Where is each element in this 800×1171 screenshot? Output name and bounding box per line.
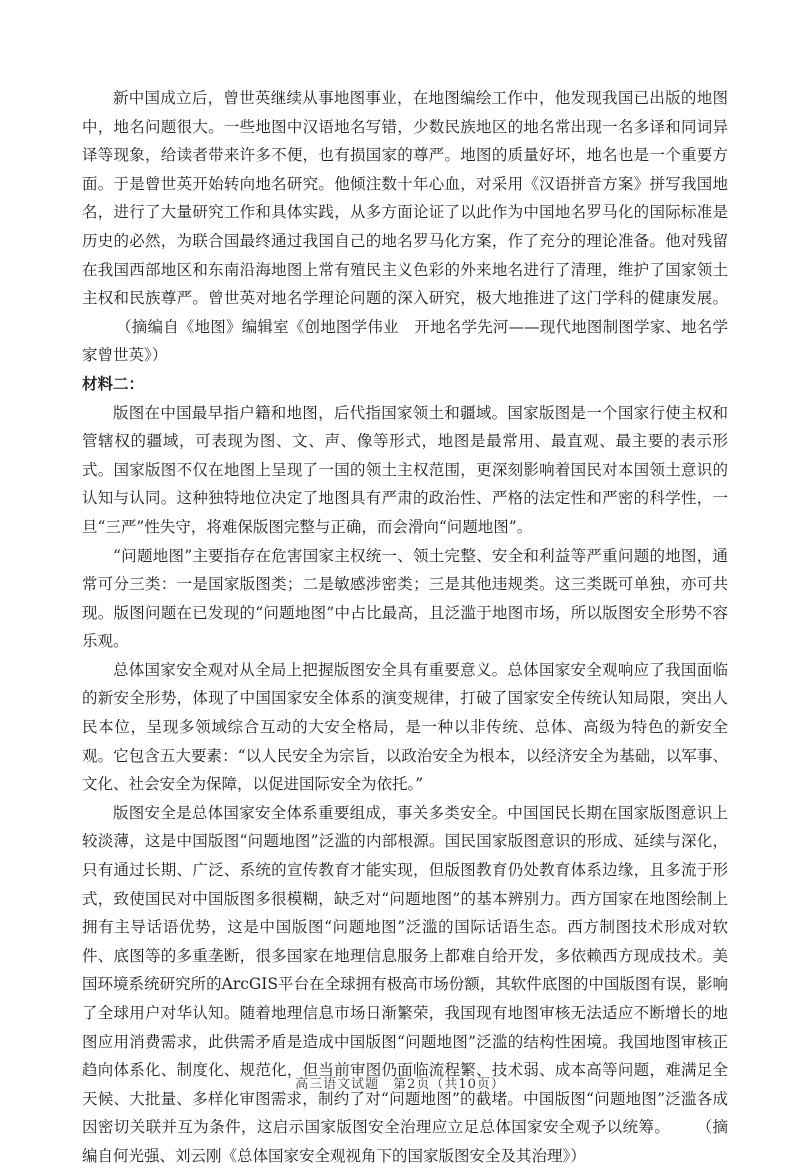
page-footer: 高三语文试题 第2页（共10页）: [295, 1077, 505, 1092]
material1-source: （摘编自《地图》编辑室《创地图学伟业 开地名学先河——现代地图制图学家、地名学家曾世英》）: [82, 317, 728, 365]
material2-paragraph-4-text: 版图安全是总体国家安全体系重要组成，事关多类安全。中国国民长期在国家版图意识上较淡薄，这是中国版图“问题地图”泛滥的内部根源。国民国家版图意识的形成、延续与深化，只有通过长期、广泛、系统的宣传教育才能实现，但版图教育仍处教育体系边缘，且多流于形式，致使国民对中国版图多很模糊，缺乏对“问题地图”的基本辨别力。西方国家在地图绘制上拥有主导话语优势，这是中国版图“问题地图”泛滥的国际话语生态。西方制图技术形成对软件、底图等的多重垄断，很多国家在地理信息服务上都难自给开发，多依赖西方现成技术。美国环境系统研究所的ArcGIS平台在全球拥有极高市场份额，其软件底图的中国版图有误，影响了全球用户对华认知。随着地理信息市场日渐繁荣，我国现有地图审核无法适应不断增长的地图应用消费需求，此供需矛盾是造成中国版图“问题地图”泛滥的结构性困境。我国地图审核正趋向体系化、制度化、规范化，但当前审图仍面临流程繁、技术弱、成本高等问题，难满足全天候、大批量、多样化审图需求，制约了对“问题地图”的截堵。中国版图“问题地图”泛滥各成因密切关联并互为条件，这启示国家版图安全治理应立足总体国家安全观予以统筹。: [82, 803, 728, 1137]
material2-source: （摘编自何光强、刘云刚《总体国家安全观视角下的国家版图安全及其治理》）: [82, 1118, 728, 1165]
material2-label-line: [82, 370, 728, 399]
material2-label: 材料二：: [82, 373, 145, 393]
material1-text: 新中国成立后，曾世英继续从事地图事业，在地图编绘工作中，他发现我国已出版的地图中，地名问题很大。一些地图中汉语地名写错，少数民族地区的地名常出现一名多译和同词异译等现象，给读者带来许多不便，也有损国家的尊严。地图的质量好坏，地名也是一个重要方面。于是曾世英开始转向地名研究。他倾注数十年心血，对采用《汉语拼音方案》拼写我国地名，进行了大量研究工作和具体实践，从多方面论证了以此作为中国地名罗马化的国际标准是历史的必然，为联合国最终通过我国自己的地名罗马化方案，作了充分的理论准备。他对残留在我国西部地区和东南沿海地图上常有殖民主义色彩的外来地名进行了清理，维护了国家领土主权和民族尊严。曾世英对地名学理论问题的深入研究，极大地推进了这门学科的健康发展。: [82, 89, 728, 308]
material1-paragraph: [82, 84, 728, 370]
material2-paragraph-4: [82, 799, 728, 1171]
material2-paragraph-3: 总体国家安全观对从全局上把握版图安全具有重要意义。总体国家安全观响应了我国面临的新安全形势，体现了中国国家安全体系的演变规律，打破了国家安全传统认知局限，突出人民本位，呈现多领域综合互动的大安全格局，是一种以非传统、总体、高级为特色的新安全观。它包含五大要素：“以人民安全为宗旨，以政治安全为根本，以经济安全为基础，以军事、文化、社会安全为保障，以促进国际安全为依托。”: [82, 660, 728, 794]
material2-paragraph-1: 版图在中国最早指户籍和地图，后代指国家领土和疆域。国家版图是一个国家行使主权和管辖权的疆域，可表现为图、文、声、像等形式，地图是最常用、最直观、最主要的表示形式。国家版图不仅在地图上呈现了一国的领土主权范围，更深刻影响着国民对本国领土意识的认知与认同。这种独特地位决定了地图具有严肃的政治性、严格的法定性和严密的科学性，一旦“三严”性失守，将难保版图完整与正确，而会滑向“问题地图”。: [82, 403, 728, 536]
material2-paragraph-2: “问题地图”主要指存在危害国家主权统一、领土完整、安全和利益等严重问题的地图，通常可分三类：一是国家版图类；二是敏感涉密类；三是其他违规类。这三类既可单独，亦可共现。版图问题在已发现的“问题地图”中占比最高，且泛滥于地图市场，所以版图安全形势不容乐观。: [82, 546, 728, 651]
